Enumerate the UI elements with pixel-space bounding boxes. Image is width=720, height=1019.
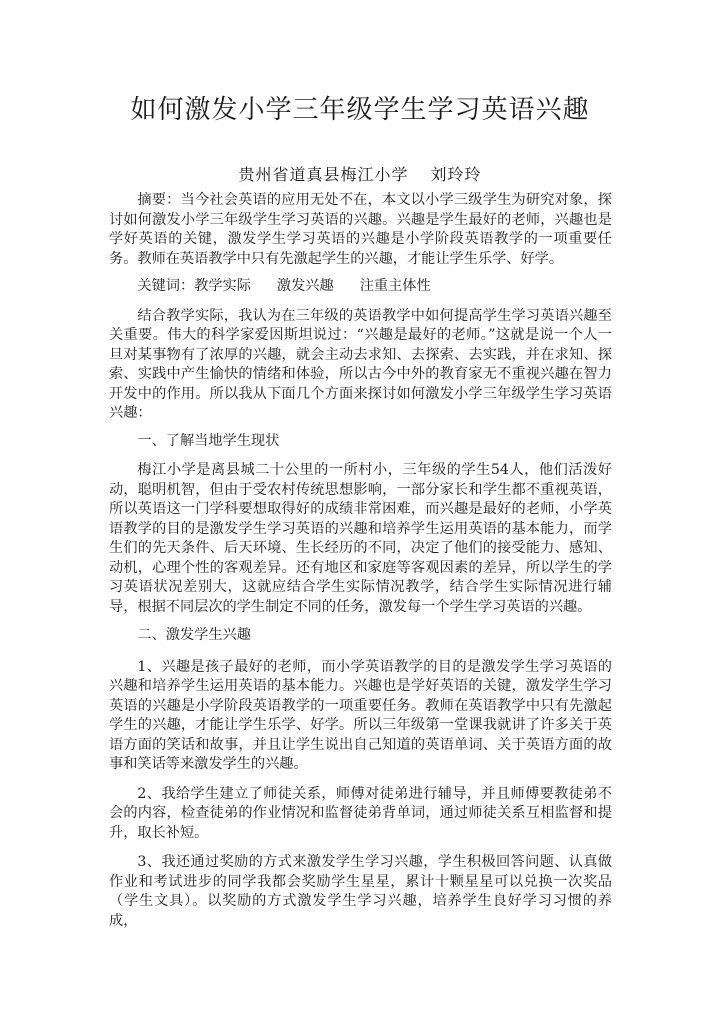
author-affiliation: 贵州省道真县梅江小学	[238, 165, 409, 184]
intro-paragraph: 结合教学实际，我认为在三年级的英语教学中如何提高学生学习英语兴趣至关重要。伟大的科学家爱因斯坦说过：“兴趣是最好的老师。”这就是说一个人一旦对某事物有了浓厚的兴趣，就会主动去求知、去探索、去实践，并在求知、探索、实践中产生愉快的情绪和体验，所以古今中外的教育家无不重视兴趣在智力开发中的作用。所以我从下面几个方面来探讨如何激发小学三年级学生学习英语兴趣：	[109, 307, 612, 421]
abstract-paragraph: 摘要：当今社会英语的应用无处不在，本文以小学三级学生为研究对象，探讨如何激发小学三年级学生学习英语的兴趣。兴趣是学生最好的老师，兴趣也是学好英语的关键，激发学生学习英语的兴趣是小学阶段英语教学的一项重要任务。教师在英语教学中只有先激起学生的兴趣，才能让学生乐学、好学。	[109, 192, 612, 267]
keywords-line	[109, 277, 612, 297]
author-line	[0, 164, 720, 186]
section-heading-2: 二、激发学生兴趣	[137, 627, 251, 643]
keyword-item: 激发兴趣	[276, 278, 334, 294]
section1-paragraph: 梅江小学是离县城二十公里的一所村小，三年级的学生54人，他们活泼好动，聪明机智，但由于受农村传统思想影响，一部分家长和学生都不重视英语，所以英语这一门学科要想取得好的成绩非常困难，而兴趣是最好的老师，小学英语教学的目的是激发学生学习英语的兴趣和培养学生运用英语的基本能力，而学生们的先天条件、后天环境、生长经历的不同，决定了他们的接受能力、感知、动机，心理个性的客观差异。还有地区和家庭等客观因素的差异，所以学生的学习英语状况差别大，这就应结合学生实际情况教学，结合学生实际情况进行辅导，根据不同层次的学生制定不同的任务，激发每一个学生学习英语的兴趣。	[109, 462, 612, 615]
keyword-item: 教学实际	[194, 278, 251, 294]
author-name: 刘玲玲	[430, 165, 482, 184]
section-heading-1: 一、了解当地学生现状	[137, 432, 280, 449]
article-body	[109, 191, 612, 931]
keyword-item: 注重主体性	[359, 278, 431, 294]
section2-item-1: 1、兴趣是孩子最好的老师，而小学英语教学的目的是激发学生学习英语的兴趣和培养学生运用英语的基本能力。兴趣也是学好英语的关键，激发学生学习英语的兴趣是小学阶段英语教学的一项重要任务。教师在英语教学中只有先激起学生的兴趣，才能让学生乐学、好学。所以三年级第一堂课我就讲了许多关于英语方面的笑话和故事，并且让学生说出自己知道的英语单词、关于英语方面的故事和笑话等来激发学生的兴趣。	[109, 658, 612, 772]
section2-item-2: 2、我给学生建立了师徒关系，师傅对徒弟进行辅导，并且师傅要教徒弟不会的内容，检查徒弟的作业情况和监督徒弟背单词，通过师徒关系互相监督和提升，取长补短。	[109, 785, 612, 841]
page-title: 如何激发小学三年级学生学习英语兴趣	[130, 95, 590, 125]
section2-item-3: 3、我还通过奖励的方式来激发学生学习兴趣，学生积极回答问题、认真做作业和考试进步的同学我都会奖励学生星星，累计十颗星星可以兑换一次奖品（学生文具）。以奖励的方式激发学生学习兴趣，培养学生良好学习习惯的养成，	[109, 854, 612, 929]
keywords-label: 关键词：	[137, 278, 195, 294]
